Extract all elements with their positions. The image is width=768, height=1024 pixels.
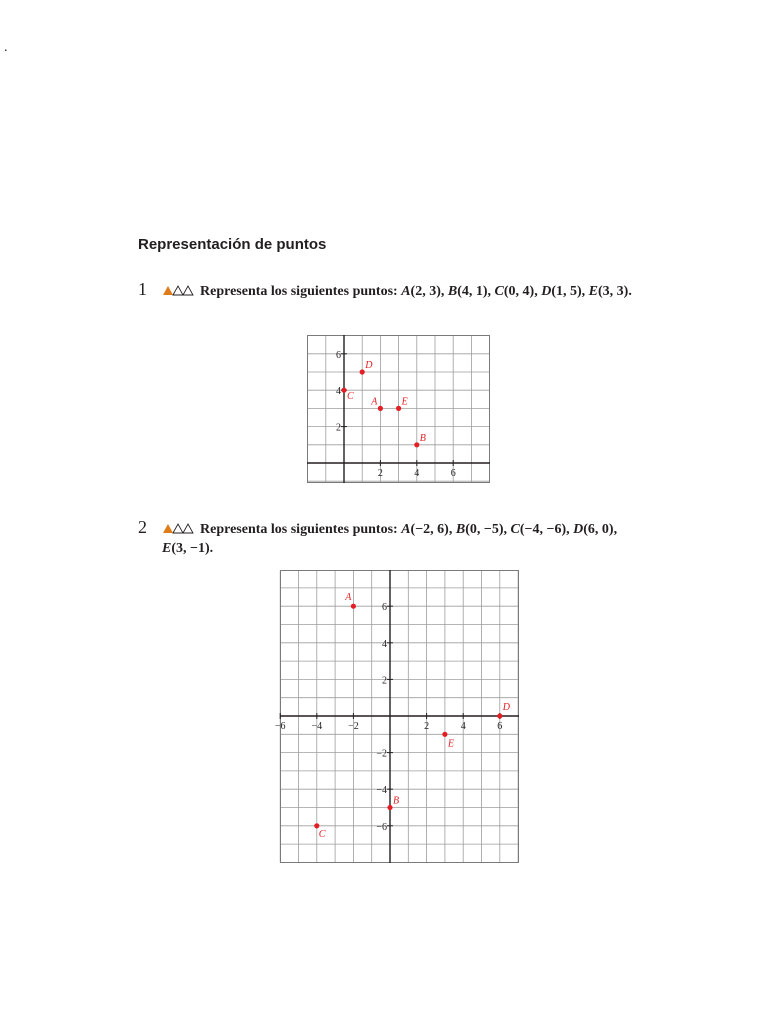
data-point-label: A [345,592,352,604]
point-coords: (−4, −6), [519,522,570,537]
exercise-statement [162,520,636,558]
data-point-e [442,732,447,737]
point-coords: (4, 1), [457,284,492,299]
point-label: E [588,284,599,299]
y-tick-label: −2 [376,748,387,760]
y-tick-label: 2 [336,422,341,434]
coordinate-grid-1 [307,335,490,483]
data-point-label: B [393,795,400,807]
point-coords: (3, −1). [171,541,214,556]
point-label: E [162,541,172,556]
data-point-label: E [447,738,455,750]
data-point-label: C [318,828,326,840]
point-coords: (1, 5), [551,284,586,299]
x-tick-label: 6 [497,721,503,732]
x-tick-label: 6 [450,468,456,479]
y-tick-label: 2 [382,675,387,687]
point-label: A [401,522,411,537]
data-point-a [351,604,356,609]
point-label: B [455,522,466,537]
triangles-difficulty-icon [162,285,194,296]
y-tick-label: −4 [376,785,387,797]
x-tick-label: −6 [274,721,286,732]
y-tick-label: 6 [382,602,387,614]
data-point-a [378,406,383,411]
data-point-e [396,406,401,411]
x-tick-label: 2 [377,468,383,479]
y-tick-label: 4 [382,638,387,650]
data-point-c [314,823,319,828]
point-label: B [447,284,458,299]
data-point-b [387,805,392,810]
x-tick-label: −4 [311,721,323,732]
point-label: D [541,284,552,299]
point-coords: (0, 4), [503,284,538,299]
exercise-number: 1 [138,279,147,299]
x-tick-label: 4 [460,721,466,732]
point-coords: (0, −5), [465,522,508,537]
data-point-d [360,369,365,374]
exercise-statement [162,282,636,301]
data-point-label: E [401,396,408,408]
point-label: A [401,284,411,299]
triangles-difficulty-icon [162,523,194,534]
y-tick-label: 4 [336,386,341,398]
y-tick-label: 6 [336,349,341,361]
exercise-prompt: Representa los siguientes puntos: [200,522,398,537]
point-label: C [510,522,520,537]
exercise-prompt: Representa los siguientes puntos: [200,284,398,299]
data-point-b [414,442,419,447]
data-point-label: D [365,360,373,371]
point-label: C [494,284,504,299]
stray-mark: . [4,40,8,55]
point-coords: (−2, 6), [410,522,453,537]
data-point-label: B [419,432,426,444]
exercise-number: 2 [138,517,147,537]
coordinate-grid-2 [274,570,519,863]
data-point-label: C [347,391,354,403]
x-tick-label: 2 [424,721,430,732]
y-tick-label: −6 [376,821,387,833]
point-coords: (3, 3). [598,284,632,299]
data-point-d [497,713,502,718]
point-coords: (2, 3), [410,284,445,299]
x-tick-label: 4 [414,468,420,479]
point-coords: (6, 0), [583,522,618,537]
data-point-c [341,388,346,393]
point-label: D [573,522,584,537]
x-tick-label: −2 [348,721,359,732]
data-point-label: D [502,702,511,713]
section-title: Representación de puntos [138,236,327,253]
data-point-label: A [371,396,378,408]
